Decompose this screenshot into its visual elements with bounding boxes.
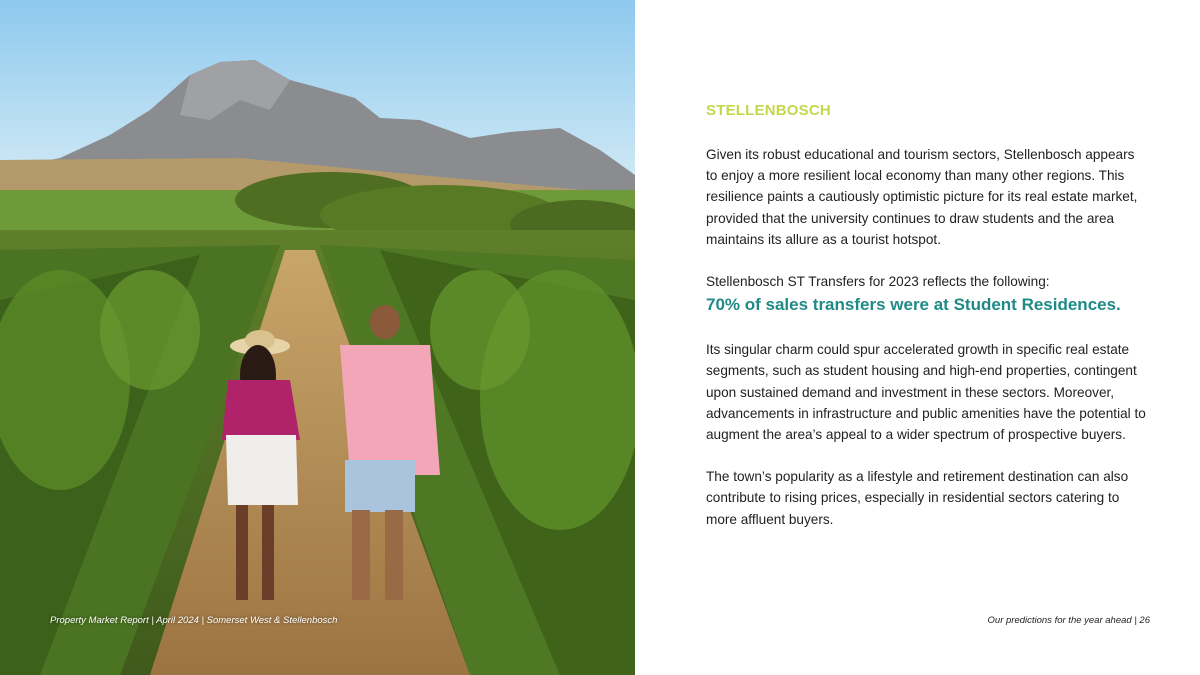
spacer [706, 318, 1146, 339]
section-title: STELLENBOSCH [706, 102, 831, 119]
growth-paragraph: Its singular charm could spur accelerated growth in specific real estate segments, such as student housing and high-end properties, contingent upon sustained demand and investment in these sectors. Moreover, advancements in infrastructure and public amenities have the potential to augment the area’s appeal to a wider spectrum of prospective buyers. [706, 342, 1146, 443]
lifestyle-paragraph: The town’s popularity as a lifestyle and retirement destination can also contribute to rising prices, especially in residential sectors catering to more affluent buyers. [706, 469, 1129, 527]
page-footer: Our predictions for the year ahead | 26 [987, 615, 1150, 626]
highlight-statistic: 70% of sales transfers were at Student Residences. [706, 295, 1121, 315]
intro-paragraph: Given its robust educational and tourism sectors, Stellenbosch appears to enjoy a more resilient local economy than many other regions. This resilience paints a cautiously optimistic picture for its real estate market, provided that the university continues to draw students and the area maintains its allure as a tourist hotspot. [706, 147, 1138, 247]
spacer [706, 445, 1146, 466]
transfers-intro: Stellenbosch ST Transfers for 2023 reflects the following: [706, 274, 1050, 290]
report-footer-caption: Property Market Report | April 2024 | Somerset West & Stellenbosch [50, 615, 338, 626]
spacer [706, 250, 1146, 271]
article-content [706, 100, 1146, 530]
